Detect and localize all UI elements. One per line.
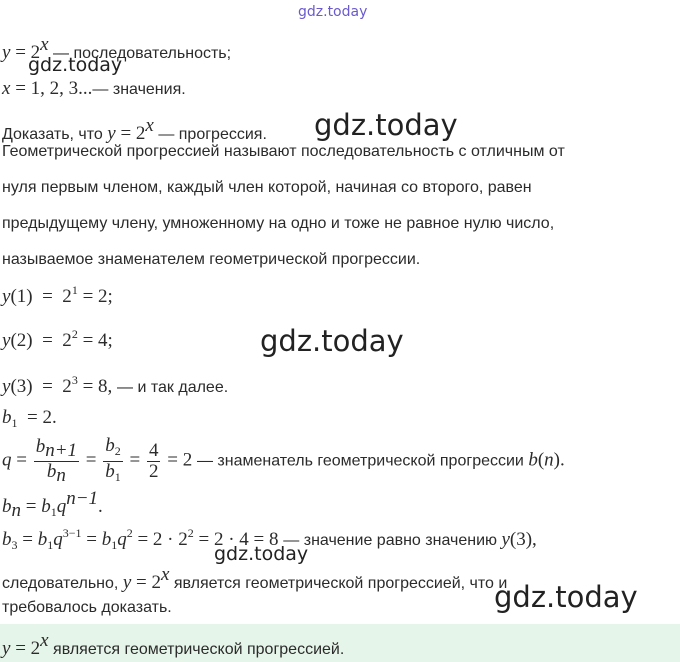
line-values: x = 1, 2, 3...— значения. xyxy=(2,78,186,99)
definition-line-1: Геометрической прогрессией называют последовательность с отличным от xyxy=(2,143,565,160)
watermark-3: gdz.today xyxy=(260,324,404,358)
formula-y1: $y(1) = 2^1 = 2$; xyxy=(2,283,113,307)
line-prove-pre: Доказать, что xyxy=(2,126,103,143)
line-prove: Доказать, что $y = 2^x$ — прогрессия. xyxy=(2,115,267,144)
formula-bn: $b_n = b_1q^{n-1}$. xyxy=(2,488,103,521)
line-prove-post: — прогрессия. xyxy=(158,126,267,143)
answer-box xyxy=(0,624,680,662)
answer-line: $y = 2^x$ является геометрической прогрессией. xyxy=(2,630,345,659)
conclusion-line-2: требовалось доказать. xyxy=(2,599,172,616)
line-sequence-text: — последовательность; xyxy=(53,45,232,62)
line-values-text: — значения. xyxy=(92,81,186,98)
watermark-4: gdz.today xyxy=(214,543,309,565)
formula-b3: $b_3 = b_1q^{3-1} = b_1q^2 = 2 \cdot 2^2 = 2 \cdot 4 = 8$ — значение равно значению y(3), xyxy=(2,526,537,552)
formula-b1: $b_1 = 2$. xyxy=(2,407,57,430)
watermark-top: gdz.today xyxy=(298,4,368,20)
watermark-1: gdz.today xyxy=(28,54,123,76)
definition-line-4: называемое знаменателем геометрической прогрессии. xyxy=(2,251,421,268)
formula-y3-text: — и так далее. xyxy=(117,379,229,396)
definition-line-2: нуля первым членом, каждый член которой, начиная со второго, равен xyxy=(2,179,532,196)
formula-y2: $y(2) = 2^2 = 4$; xyxy=(2,327,113,351)
conclusion-line-1: следовательно, $y = 2^x$ является геометрической прогрессией, что и xyxy=(2,564,508,593)
formula-q: q = $\frac{b_{n+1}}{b_n}$ = $\frac{b_2}{b_1}$ = $\frac{4}{2}$ = 2 — знаменатель геометрической прогрессии b(n). xyxy=(2,435,565,486)
formula-y-2x: y xyxy=(2,42,11,63)
conclusion-pre: следовательно, xyxy=(2,575,119,592)
formula-y3: $y(3) = 2^3 = 8$, — и так далее. xyxy=(2,373,229,397)
watermark-5: gdz.today xyxy=(494,580,638,614)
watermark-2: gdz.today xyxy=(314,108,458,142)
conclusion-post: является геометрической прогрессией, что и xyxy=(173,575,508,592)
answer-text: является геометрической прогрессией. xyxy=(53,641,345,658)
formula-b3-text: — значение равно значению xyxy=(283,532,497,549)
definition-line-3: предыдущему члену, умноженному на одно и тоже не равное нулю число, xyxy=(2,215,555,232)
line-sequence: $y = 2^x$ — последовательность; xyxy=(2,34,232,63)
formula-q-text: — знаменатель геометрической прогрессии xyxy=(196,452,524,470)
